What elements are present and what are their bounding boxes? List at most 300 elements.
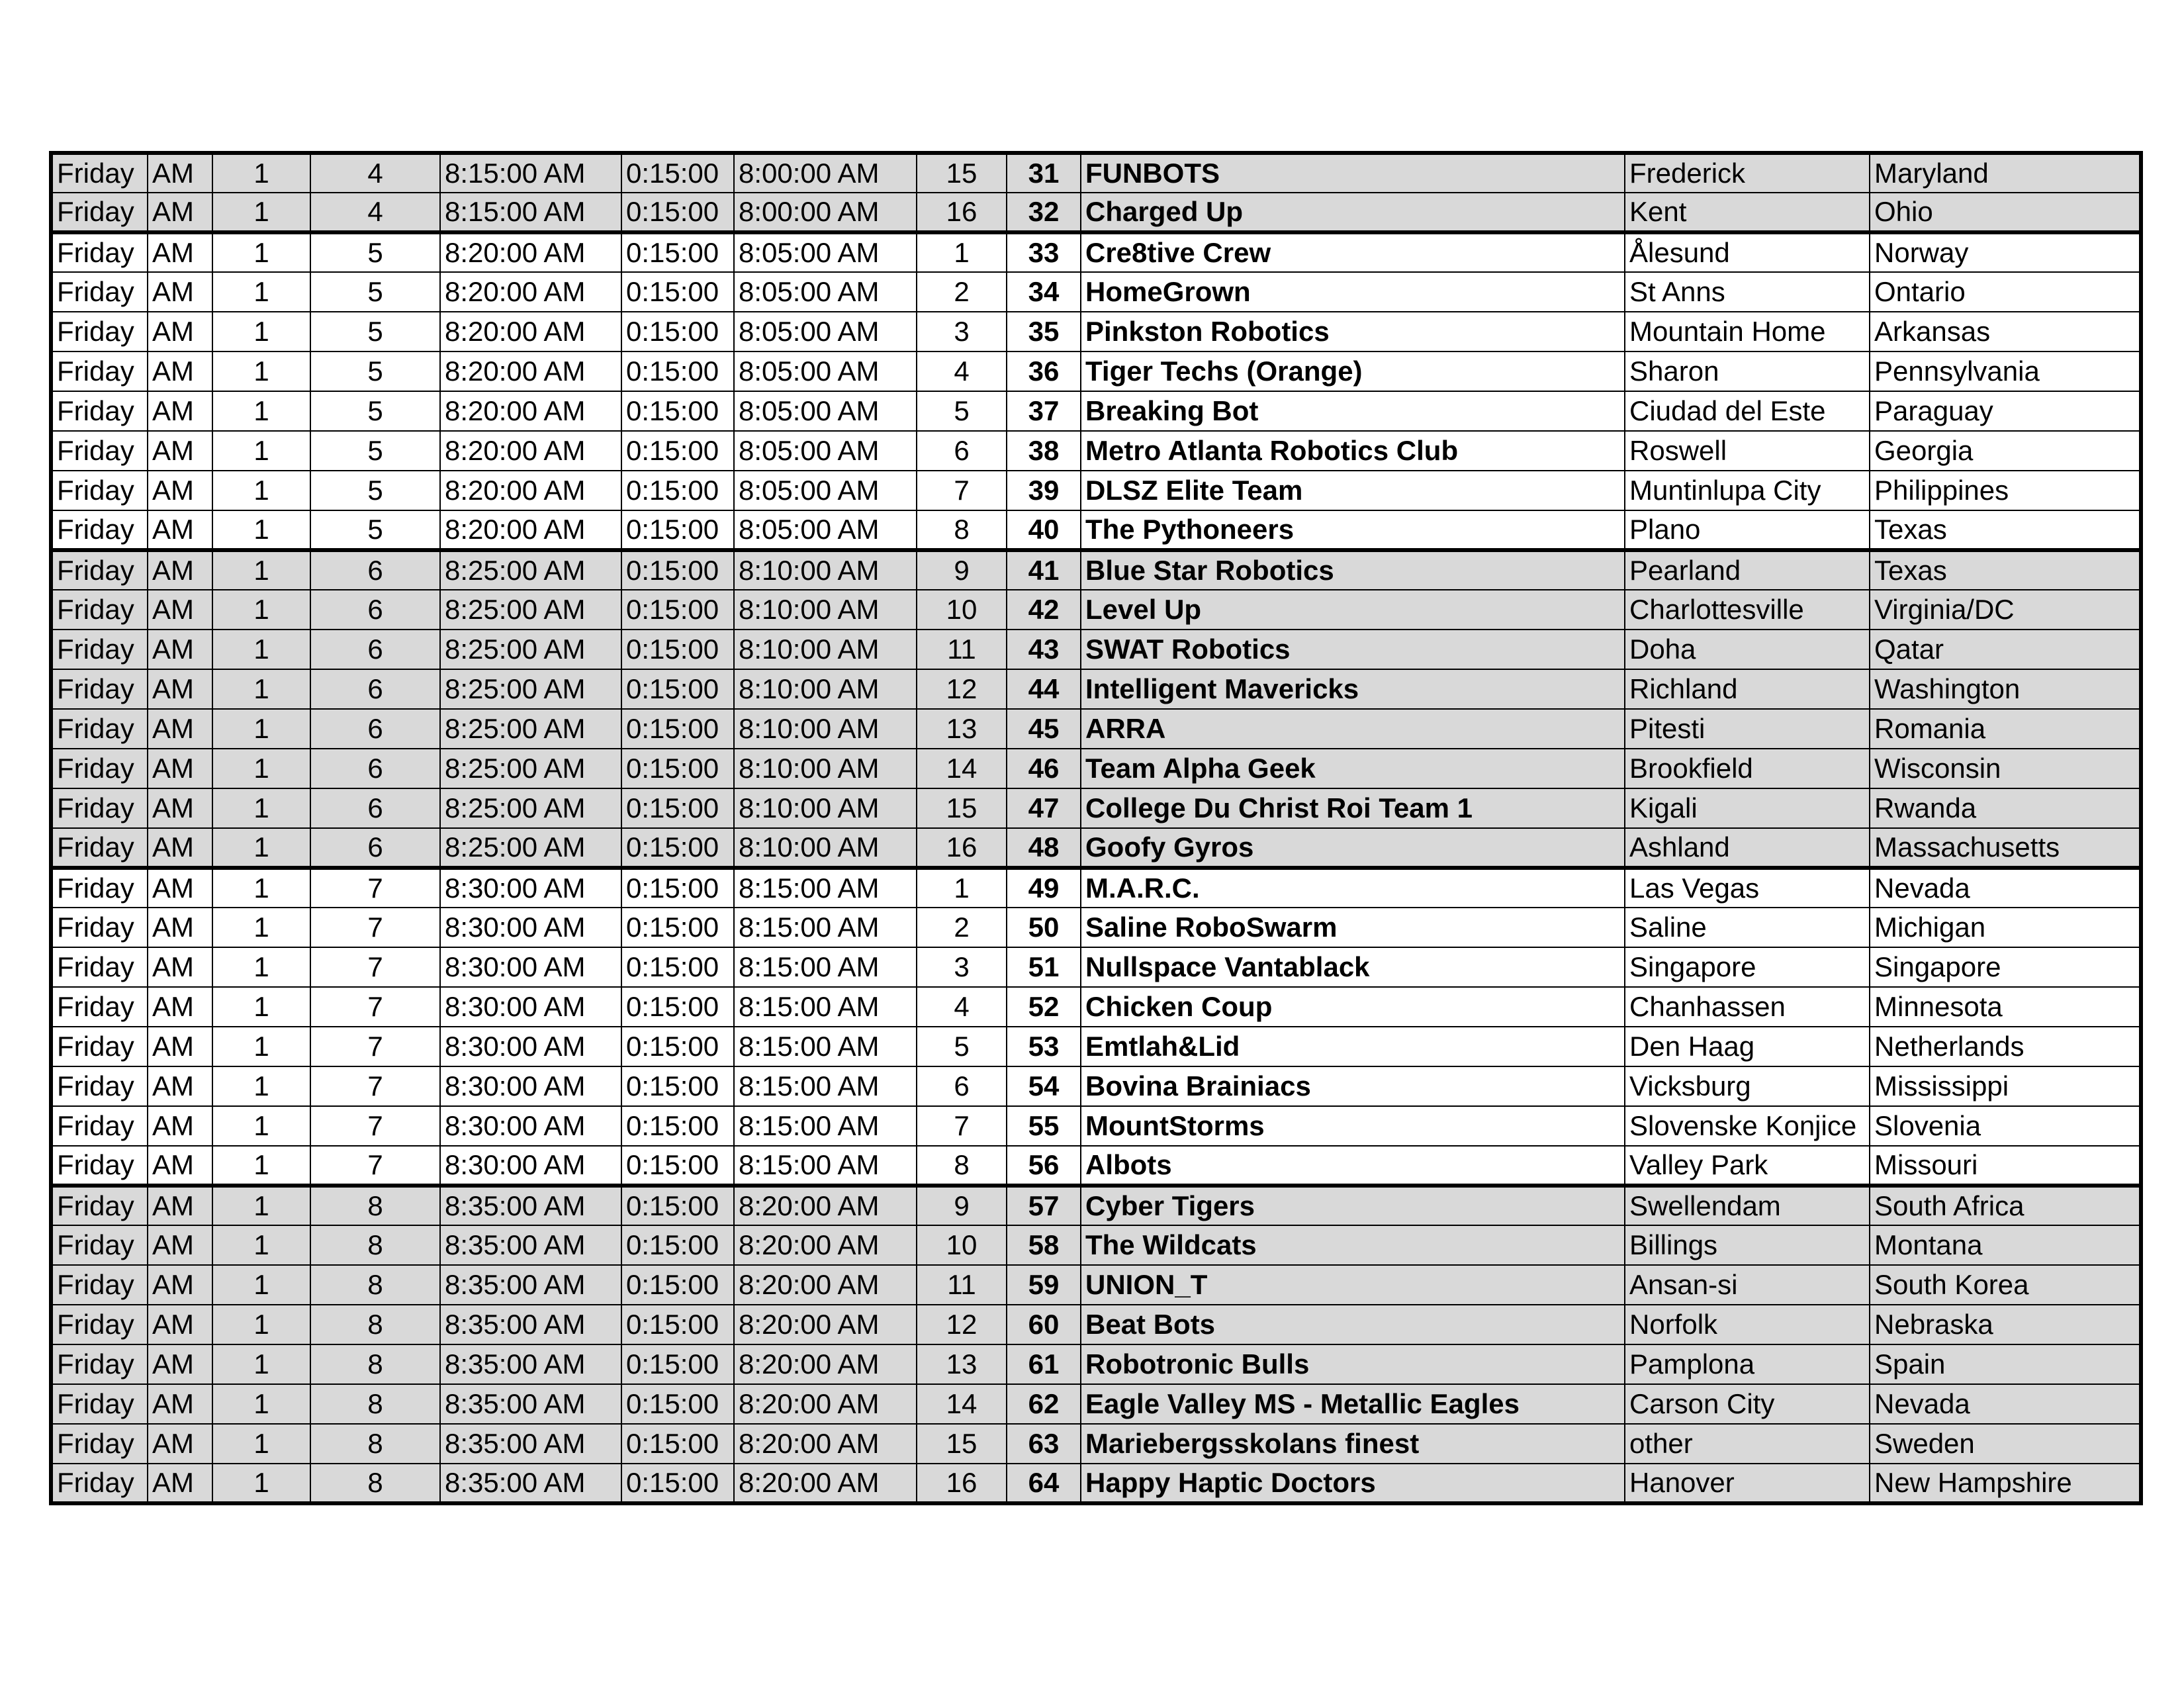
slot-cell: 6 [310,630,440,669]
city-cell: Hanover [1625,1464,1870,1503]
table-number-cell: 3 [917,947,1007,987]
day-cell: Friday [51,749,148,788]
duration-cell: 0:15:00 [621,550,734,590]
duration-cell: 0:15:00 [621,1225,734,1265]
check-in-cell: 8:00:00 AM [734,193,917,232]
team-number-cell: 38 [1007,431,1081,471]
period-cell: AM [148,749,212,788]
team-number-cell: 53 [1007,1027,1081,1066]
check-in-cell: 8:05:00 AM [734,352,917,391]
team-name-cell: Cyber Tigers [1081,1186,1625,1225]
table-number-cell: 3 [917,312,1007,352]
day-cell: Friday [51,153,148,193]
team-number-cell: 39 [1007,471,1081,510]
region-cell: Qatar [1870,630,2141,669]
round-cell: 1 [212,431,310,471]
team-name-cell: The Wildcats [1081,1225,1625,1265]
region-cell: Minnesota [1870,987,2141,1027]
team-number-cell: 54 [1007,1066,1081,1106]
city-cell: Singapore [1625,947,1870,987]
round-cell: 1 [212,391,310,431]
team-number-cell: 43 [1007,630,1081,669]
table-row [51,272,2141,312]
slot-cell: 8 [310,1305,440,1344]
city-cell: Charlottesville [1625,590,1870,630]
city-cell: St Anns [1625,272,1870,312]
period-cell: AM [148,630,212,669]
slot-cell: 8 [310,1265,440,1305]
duration-cell: 0:15:00 [621,1464,734,1503]
team-number-cell: 48 [1007,828,1081,868]
slot-cell: 8 [310,1464,440,1503]
period-cell: AM [148,232,212,272]
check-in-cell: 8:20:00 AM [734,1305,917,1344]
team-number-cell: 59 [1007,1265,1081,1305]
check-in-cell: 8:20:00 AM [734,1225,917,1265]
period-cell: AM [148,590,212,630]
region-cell: Nevada [1870,868,2141,908]
day-cell: Friday [51,550,148,590]
team-number-cell: 62 [1007,1384,1081,1424]
period-cell: AM [148,352,212,391]
day-cell: Friday [51,510,148,550]
team-name-cell: Albots [1081,1146,1625,1186]
team-number-cell: 33 [1007,232,1081,272]
round-cell: 1 [212,987,310,1027]
period-cell: AM [148,1344,212,1384]
table-row [51,510,2141,550]
period-cell: AM [148,1066,212,1106]
team-name-cell: M.A.R.C. [1081,868,1625,908]
team-number-cell: 31 [1007,153,1081,193]
city-cell: Sharon [1625,352,1870,391]
table-number-cell: 14 [917,749,1007,788]
table-number-cell: 1 [917,232,1007,272]
start-time-cell: 8:25:00 AM [440,630,621,669]
round-cell: 1 [212,590,310,630]
city-cell: Las Vegas [1625,868,1870,908]
day-cell: Friday [51,788,148,828]
table-row [51,1384,2141,1424]
city-cell: Billings [1625,1225,1870,1265]
table-row [51,1106,2141,1146]
start-time-cell: 8:35:00 AM [440,1344,621,1384]
duration-cell: 0:15:00 [621,709,734,749]
region-cell: Mississippi [1870,1066,2141,1106]
check-in-cell: 8:10:00 AM [734,709,917,749]
round-cell: 1 [212,1305,310,1344]
table-number-cell: 16 [917,828,1007,868]
start-time-cell: 8:25:00 AM [440,550,621,590]
check-in-cell: 8:20:00 AM [734,1464,917,1503]
table-number-cell: 10 [917,590,1007,630]
slot-cell: 5 [310,232,440,272]
table-row [51,1305,2141,1344]
period-cell: AM [148,510,212,550]
region-cell: Slovenia [1870,1106,2141,1146]
duration-cell: 0:15:00 [621,471,734,510]
team-number-cell: 52 [1007,987,1081,1027]
slot-cell: 7 [310,1066,440,1106]
period-cell: AM [148,788,212,828]
day-cell: Friday [51,232,148,272]
region-cell: Montana [1870,1225,2141,1265]
check-in-cell: 8:20:00 AM [734,1344,917,1384]
table-number-cell: 11 [917,1265,1007,1305]
table-number-cell: 4 [917,352,1007,391]
duration-cell: 0:15:00 [621,1265,734,1305]
region-cell: Nebraska [1870,1305,2141,1344]
duration-cell: 0:15:00 [621,352,734,391]
check-in-cell: 8:15:00 AM [734,868,917,908]
start-time-cell: 8:35:00 AM [440,1265,621,1305]
team-name-cell: Pinkston Robotics [1081,312,1625,352]
city-cell: Den Haag [1625,1027,1870,1066]
check-in-cell: 8:05:00 AM [734,391,917,431]
slot-cell: 5 [310,312,440,352]
team-number-cell: 50 [1007,908,1081,947]
start-time-cell: 8:35:00 AM [440,1424,621,1464]
table-row [51,590,2141,630]
team-number-cell: 35 [1007,312,1081,352]
day-cell: Friday [51,828,148,868]
duration-cell: 0:15:00 [621,868,734,908]
slot-cell: 6 [310,590,440,630]
region-cell: Philippines [1870,471,2141,510]
table-row [51,312,2141,352]
round-cell: 1 [212,1464,310,1503]
team-name-cell: Nullspace Vantablack [1081,947,1625,987]
slot-cell: 5 [310,471,440,510]
duration-cell: 0:15:00 [621,232,734,272]
duration-cell: 0:15:00 [621,510,734,550]
start-time-cell: 8:25:00 AM [440,709,621,749]
check-in-cell: 8:15:00 AM [734,987,917,1027]
table-row [51,788,2141,828]
team-name-cell: Chicken Coup [1081,987,1625,1027]
team-number-cell: 46 [1007,749,1081,788]
check-in-cell: 8:05:00 AM [734,272,917,312]
period-cell: AM [148,431,212,471]
team-name-cell: SWAT Robotics [1081,630,1625,669]
day-cell: Friday [51,590,148,630]
team-name-cell: Beat Bots [1081,1305,1625,1344]
team-name-cell: Goofy Gyros [1081,828,1625,868]
round-cell: 1 [212,232,310,272]
table-row [51,1225,2141,1265]
region-cell: Sweden [1870,1424,2141,1464]
city-cell: Norfolk [1625,1305,1870,1344]
slot-cell: 5 [310,431,440,471]
round-cell: 1 [212,788,310,828]
slot-cell: 7 [310,947,440,987]
duration-cell: 0:15:00 [621,947,734,987]
round-cell: 1 [212,1066,310,1106]
table-row [51,193,2141,232]
slot-cell: 8 [310,1424,440,1464]
region-cell: Arkansas [1870,312,2141,352]
table-number-cell: 16 [917,1464,1007,1503]
region-cell: Maryland [1870,153,2141,193]
region-cell: Netherlands [1870,1027,2141,1066]
start-time-cell: 8:15:00 AM [440,153,621,193]
check-in-cell: 8:10:00 AM [734,669,917,709]
team-number-cell: 56 [1007,1146,1081,1186]
duration-cell: 0:15:00 [621,590,734,630]
day-cell: Friday [51,1146,148,1186]
table-number-cell: 9 [917,1186,1007,1225]
duration-cell: 0:15:00 [621,193,734,232]
start-time-cell: 8:30:00 AM [440,868,621,908]
team-name-cell: Intelligent Mavericks [1081,669,1625,709]
day-cell: Friday [51,908,148,947]
table-number-cell: 6 [917,431,1007,471]
start-time-cell: 8:20:00 AM [440,391,621,431]
team-name-cell: Mariebergsskolans finest [1081,1424,1625,1464]
round-cell: 1 [212,1186,310,1225]
start-time-cell: 8:25:00 AM [440,749,621,788]
team-number-cell: 34 [1007,272,1081,312]
team-name-cell: Eagle Valley MS - Metallic Eagles [1081,1384,1625,1424]
region-cell: Ontario [1870,272,2141,312]
team-name-cell: Bovina Brainiacs [1081,1066,1625,1106]
duration-cell: 0:15:00 [621,1186,734,1225]
round-cell: 1 [212,1106,310,1146]
table-row [51,431,2141,471]
start-time-cell: 8:35:00 AM [440,1464,621,1503]
city-cell: Roswell [1625,431,1870,471]
city-cell: Saline [1625,908,1870,947]
table-number-cell: 13 [917,709,1007,749]
city-cell: Vicksburg [1625,1066,1870,1106]
slot-cell: 8 [310,1186,440,1225]
duration-cell: 0:15:00 [621,828,734,868]
city-cell: Kigali [1625,788,1870,828]
table-number-cell: 8 [917,1146,1007,1186]
table-number-cell: 12 [917,1305,1007,1344]
day-cell: Friday [51,1305,148,1344]
region-cell: Romania [1870,709,2141,749]
team-name-cell: UNION_T [1081,1265,1625,1305]
round-cell: 1 [212,1424,310,1464]
city-cell: Ålesund [1625,232,1870,272]
round-cell: 1 [212,312,310,352]
city-cell: Muntinlupa City [1625,471,1870,510]
table-number-cell: 15 [917,153,1007,193]
start-time-cell: 8:20:00 AM [440,510,621,550]
slot-cell: 5 [310,510,440,550]
slot-cell: 6 [310,550,440,590]
slot-cell: 7 [310,1027,440,1066]
check-in-cell: 8:15:00 AM [734,1066,917,1106]
start-time-cell: 8:20:00 AM [440,232,621,272]
region-cell: Ohio [1870,193,2141,232]
table-row [51,232,2141,272]
start-time-cell: 8:20:00 AM [440,272,621,312]
start-time-cell: 8:20:00 AM [440,471,621,510]
period-cell: AM [148,908,212,947]
start-time-cell: 8:30:00 AM [440,908,621,947]
table-number-cell: 16 [917,193,1007,232]
slot-cell: 6 [310,828,440,868]
duration-cell: 0:15:00 [621,987,734,1027]
city-cell: Plano [1625,510,1870,550]
slot-cell: 6 [310,749,440,788]
city-cell: Ashland [1625,828,1870,868]
start-time-cell: 8:25:00 AM [440,669,621,709]
round-cell: 1 [212,1344,310,1384]
team-number-cell: 58 [1007,1225,1081,1265]
period-cell: AM [148,272,212,312]
table-row [51,1027,2141,1066]
duration-cell: 0:15:00 [621,788,734,828]
slot-cell: 7 [310,868,440,908]
period-cell: AM [148,1265,212,1305]
table-row [51,1066,2141,1106]
slot-cell: 8 [310,1225,440,1265]
table-number-cell: 7 [917,471,1007,510]
day-cell: Friday [51,312,148,352]
table-row [51,669,2141,709]
day-cell: Friday [51,391,148,431]
duration-cell: 0:15:00 [621,1384,734,1424]
team-number-cell: 61 [1007,1344,1081,1384]
duration-cell: 0:15:00 [621,1305,734,1344]
city-cell: Carson City [1625,1384,1870,1424]
table-number-cell: 15 [917,788,1007,828]
day-cell: Friday [51,1464,148,1503]
period-cell: AM [148,550,212,590]
duration-cell: 0:15:00 [621,1066,734,1106]
region-cell: Washington [1870,669,2141,709]
start-time-cell: 8:15:00 AM [440,193,621,232]
region-cell: Norway [1870,232,2141,272]
region-cell: Singapore [1870,947,2141,987]
slot-cell: 5 [310,352,440,391]
table-row [51,1146,2141,1186]
period-cell: AM [148,391,212,431]
period-cell: AM [148,1186,212,1225]
table-number-cell: 8 [917,510,1007,550]
round-cell: 1 [212,550,310,590]
team-number-cell: 47 [1007,788,1081,828]
start-time-cell: 8:30:00 AM [440,1066,621,1106]
round-cell: 1 [212,272,310,312]
duration-cell: 0:15:00 [621,1424,734,1464]
table-row [51,947,2141,987]
day-cell: Friday [51,868,148,908]
team-name-cell: DLSZ Elite Team [1081,471,1625,510]
duration-cell: 0:15:00 [621,312,734,352]
start-time-cell: 8:30:00 AM [440,1106,621,1146]
round-cell: 1 [212,1384,310,1424]
team-name-cell: Cre8tive Crew [1081,232,1625,272]
round-cell: 1 [212,868,310,908]
day-cell: Friday [51,272,148,312]
check-in-cell: 8:10:00 AM [734,788,917,828]
period-cell: AM [148,153,212,193]
period-cell: AM [148,868,212,908]
table-number-cell: 4 [917,987,1007,1027]
start-time-cell: 8:35:00 AM [440,1186,621,1225]
team-number-cell: 55 [1007,1106,1081,1146]
day-cell: Friday [51,1106,148,1146]
region-cell: Georgia [1870,431,2141,471]
start-time-cell: 8:25:00 AM [440,828,621,868]
round-cell: 1 [212,828,310,868]
period-cell: AM [148,312,212,352]
city-cell: Pamplona [1625,1344,1870,1384]
start-time-cell: 8:35:00 AM [440,1305,621,1344]
table-row [51,153,2141,193]
round-cell: 1 [212,1225,310,1265]
region-cell: Massachusetts [1870,828,2141,868]
check-in-cell: 8:15:00 AM [734,1106,917,1146]
region-cell: Nevada [1870,1384,2141,1424]
region-cell: Wisconsin [1870,749,2141,788]
start-time-cell: 8:35:00 AM [440,1384,621,1424]
start-time-cell: 8:30:00 AM [440,1027,621,1066]
table-number-cell: 2 [917,272,1007,312]
team-name-cell: Metro Atlanta Robotics Club [1081,431,1625,471]
period-cell: AM [148,1305,212,1344]
duration-cell: 0:15:00 [621,431,734,471]
region-cell: Texas [1870,510,2141,550]
team-number-cell: 45 [1007,709,1081,749]
period-cell: AM [148,471,212,510]
round-cell: 1 [212,749,310,788]
table-row [51,868,2141,908]
round-cell: 1 [212,1146,310,1186]
team-name-cell: MountStorms [1081,1106,1625,1146]
city-cell: Slovenske Konjice [1625,1106,1870,1146]
day-cell: Friday [51,1344,148,1384]
table-row [51,987,2141,1027]
check-in-cell: 8:10:00 AM [734,749,917,788]
period-cell: AM [148,1106,212,1146]
team-number-cell: 63 [1007,1424,1081,1464]
duration-cell: 0:15:00 [621,1146,734,1186]
city-cell: Valley Park [1625,1146,1870,1186]
region-cell: Spain [1870,1344,2141,1384]
period-cell: AM [148,947,212,987]
region-cell: Rwanda [1870,788,2141,828]
team-name-cell: Charged Up [1081,193,1625,232]
region-cell: Pennsylvania [1870,352,2141,391]
team-number-cell: 42 [1007,590,1081,630]
team-name-cell: Level Up [1081,590,1625,630]
table-number-cell: 6 [917,1066,1007,1106]
period-cell: AM [148,987,212,1027]
slot-cell: 7 [310,1106,440,1146]
city-cell: Brookfield [1625,749,1870,788]
slot-cell: 7 [310,1146,440,1186]
duration-cell: 0:15:00 [621,749,734,788]
team-name-cell: ARRA [1081,709,1625,749]
period-cell: AM [148,828,212,868]
team-name-cell: The Pythoneers [1081,510,1625,550]
schedule-table [49,151,2143,1505]
table-number-cell: 5 [917,1027,1007,1066]
check-in-cell: 8:05:00 AM [734,232,917,272]
table-row [51,1344,2141,1384]
day-cell: Friday [51,1265,148,1305]
round-cell: 1 [212,709,310,749]
table-number-cell: 14 [917,1384,1007,1424]
day-cell: Friday [51,709,148,749]
table-row [51,630,2141,669]
team-number-cell: 40 [1007,510,1081,550]
